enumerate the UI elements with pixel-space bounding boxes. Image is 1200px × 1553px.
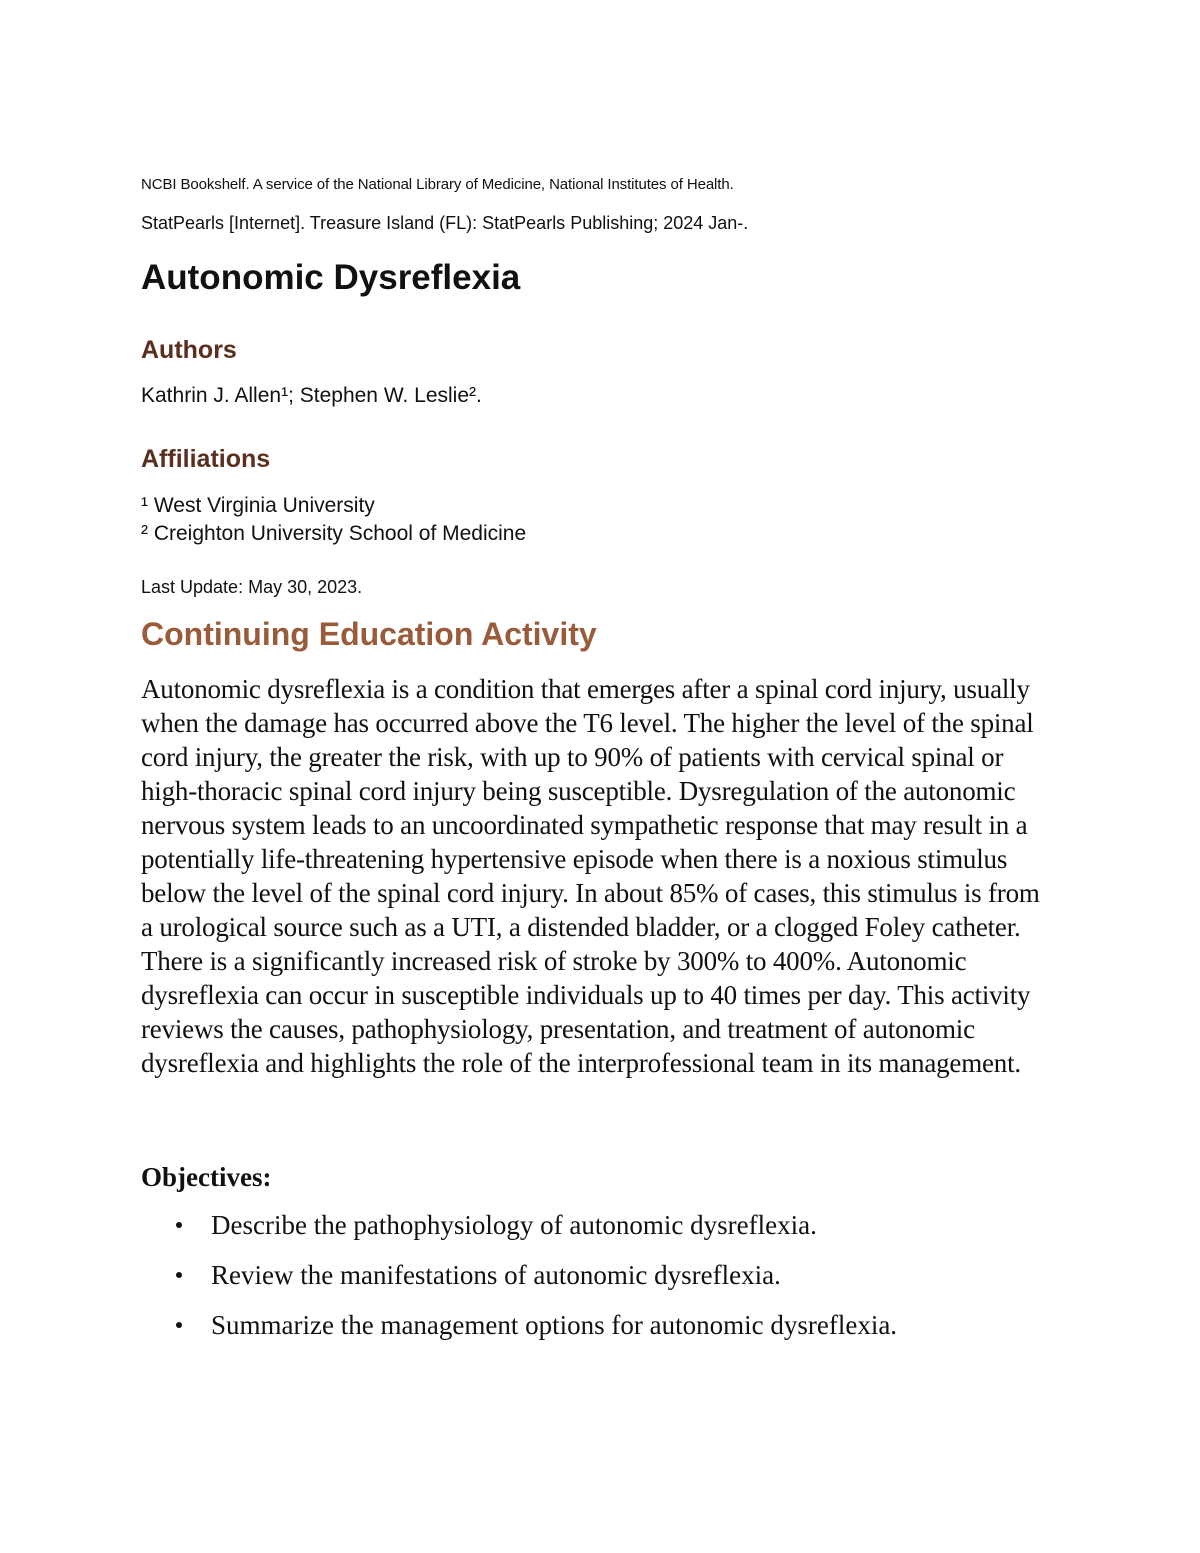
- authors-line: Kathrin J. Allen¹; Stephen W. Leslie².: [141, 384, 482, 407]
- bullet-icon: [176, 1222, 182, 1228]
- affiliation-item: ² Creighton University School of Medicine: [141, 522, 527, 545]
- last-update: Last Update: May 30, 2023.: [141, 577, 363, 597]
- objective-text: Summarize the management options for autonomic dysreflexia.: [211, 1310, 898, 1340]
- ncbi-service-line: NCBI Bookshelf. A service of the National Library of Medicine, National Institutes of Health.: [141, 176, 734, 193]
- bullet-icon: [176, 1322, 182, 1328]
- objective-item: [141, 1258, 897, 1308]
- affiliation-item: ¹ West Virginia University: [141, 494, 375, 517]
- page-title: Autonomic Dysreflexia: [141, 258, 521, 297]
- activity-summary: Autonomic dysreflexia is a condition that emerges after a spinal cord injury, usually when the damage has occurred above the T6 level. The higher the level of the spinal cord injury, the greater the risk, with up to 90% of patients with cervical spinal or high-thoracic spinal cord injury being susceptible. Dysregulation of the autonomic nervous system leads to an uncoordinated sympathetic response that may result in a potentially life-threatening hypertensive episode when there is a noxious stimulus below the level of the spinal cord injury. In about 85% of cases, this stimulus is from a urological source such as a UTI, a distended bladder, or a clogged Foley catheter. There is a significantly increased risk of stroke by 300% to 400%. Autonomic dysreflexia can occur in susceptible individuals up to 40 times per day. This activity reviews the causes, pathophysiology, presentation, and treatment of autonomic dysreflexia and highlights the role of the interprofessional team in its management.: [141, 674, 1040, 1078]
- objective-text: Review the manifestations of autonomic dysreflexia.: [211, 1260, 781, 1290]
- authors-heading: Authors: [141, 336, 237, 364]
- objective-item: [141, 1208, 897, 1258]
- citation-line: StatPearls [Internet]. Treasure Island (FL): StatPearls Publishing; 2024 Jan-.: [141, 213, 749, 233]
- objective-item: [141, 1308, 897, 1358]
- objectives-list: [141, 1208, 897, 1358]
- bullet-icon: [176, 1272, 182, 1278]
- objectives-heading: Objectives:: [141, 1162, 272, 1192]
- objective-text: Describe the pathophysiology of autonomic dysreflexia.: [211, 1210, 817, 1240]
- continuing-education-heading: Continuing Education Activity: [141, 616, 597, 652]
- affiliations-list: [141, 492, 526, 548]
- affiliations-heading: Affiliations: [141, 445, 271, 473]
